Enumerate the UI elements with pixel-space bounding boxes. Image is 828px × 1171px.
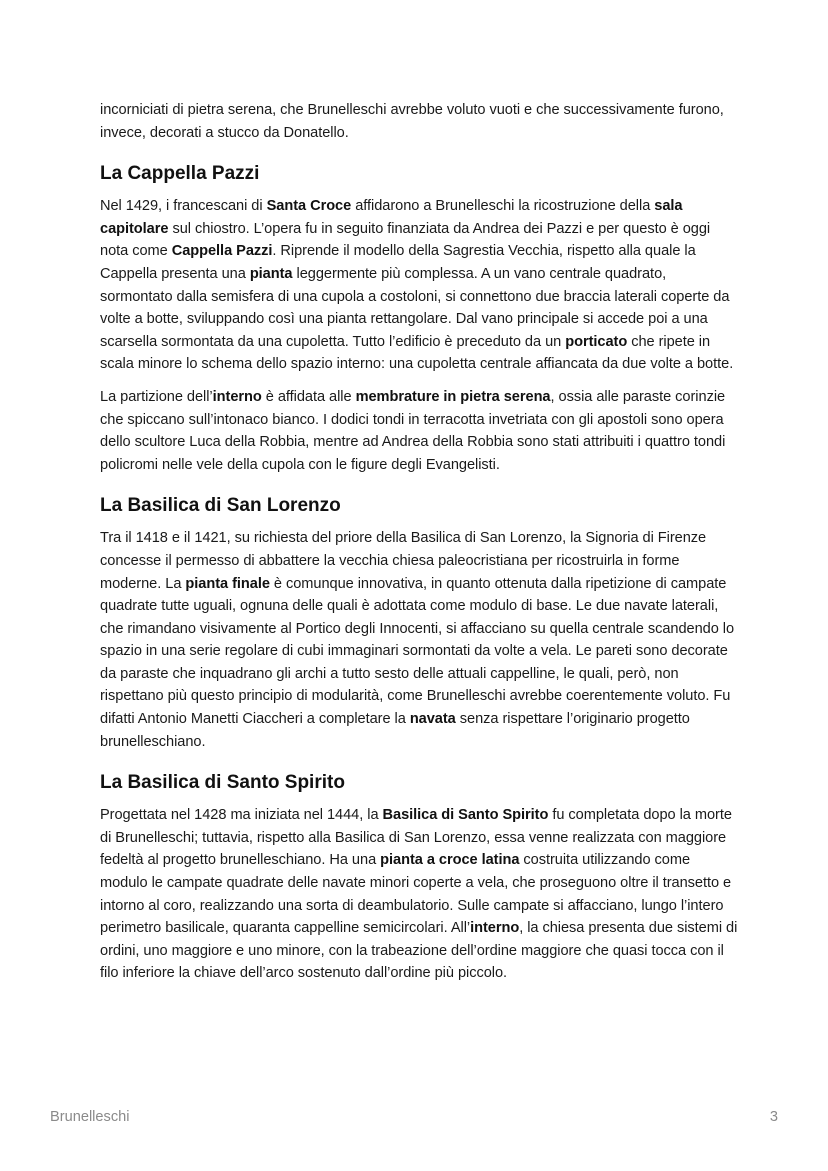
spirito-paragraph bbox=[100, 804, 740, 985]
bold-term: pianta bbox=[249, 265, 293, 282]
text-run: costruita utilizzando come modulo le campate quadrate delle navate minori coperte a vela, che proseguono oltre il transetto e intorno al coro, realizzando una sorta di deambulatorio. Sulle campate si affacciano, lungo l’intero perimetro basilicale, quaranta cappelline semicircolari. All’ bbox=[100, 852, 732, 937]
heading-basilica-san-lorenzo: La Basilica di San Lorenzo bbox=[100, 495, 341, 517]
text-run: leggermente più complessa. A un vano centrale quadrato, sormontato dalla semisfera di una cupola a costoloni, si connettono due braccia laterali coperte da volte a botte, sviluppando così una pianta rettangolare. Dal vano principale si accede poi a una scarsella sormontata da una cupoletta. Tutto l’edificio è preceduto da un bbox=[100, 265, 730, 350]
text-run: , la chiesa presenta due sistemi di ordini, uno maggiore e uno minore, con la trabeazione dell’ordine maggiore che quasi tocca con il filo inferiore la chiave dell’arco sostenuto dall’ordine più piccolo. bbox=[100, 920, 738, 982]
text-run: . Riprende il modello della Sagrestia Vecchia, rispetto alla quale la Cappella presenta una bbox=[100, 243, 696, 282]
bold-term: pianta finale bbox=[185, 575, 270, 592]
pazzi-paragraph-2 bbox=[100, 386, 740, 476]
text-run: che ripete in scala minore lo schema dello spazio interno: una cupoletta centrale affiancata da due volte a botte. bbox=[100, 333, 734, 373]
text-run: senza rispettare l’originario progetto brunelleschiano. bbox=[100, 711, 690, 750]
bold-term: pianta a croce latina bbox=[380, 852, 520, 869]
page-number: 3 bbox=[769, 1109, 778, 1125]
text-run: affidarono a Brunelleschi la ricostruzione della bbox=[351, 198, 655, 215]
bold-term: Basilica di Santo Spirito bbox=[382, 807, 549, 824]
bold-term: Cappella Pazzi bbox=[171, 243, 273, 260]
bold-term: membrature in pietra serena bbox=[355, 388, 551, 405]
heading-cappella-pazzi: La Cappella Pazzi bbox=[100, 163, 260, 185]
text-run: sul chiostro. L’opera fu in seguito finanziata da Andrea dei Pazzi e per questo è oggi nota come bbox=[100, 220, 711, 260]
pazzi-paragraph-1 bbox=[100, 195, 740, 376]
footer-title: Brunelleschi bbox=[50, 1109, 130, 1125]
text-run: Tra il 1418 e il 1421, su richiesta del priore della Basilica di San Lorenzo, la Signoria di Firenze concesse il permesso di abbattere la vecchia chiesa paleocristiana per ricostruirla in forme moderne. La bbox=[100, 530, 707, 592]
text-run: Nel 1429, i francescani di bbox=[100, 198, 267, 215]
text-run: fu completata dopo la morte di Brunelleschi; tuttavia, rispetto alla Basilica di San Lorenzo, essa venne realizzata con maggiore fedeltà al progetto brunelleschiano. Ha una bbox=[100, 807, 732, 869]
document-body bbox=[100, 99, 740, 995]
bold-term: interno bbox=[470, 920, 520, 937]
heading-basilica-santo-spirito: La Basilica di Santo Spirito bbox=[100, 772, 345, 794]
bold-term: Santa Croce bbox=[266, 198, 352, 215]
bold-term: sala capitolare bbox=[100, 198, 683, 237]
bold-term: navata bbox=[409, 711, 456, 728]
intro-text: incorniciati di pietra serena, che Brunelleschi avrebbe voluto vuoti e che successivamente furono, invece, decorati a stucco da Donatello. bbox=[100, 102, 724, 141]
text-run: è affidata alle bbox=[261, 388, 356, 405]
bold-term: interno bbox=[212, 388, 262, 405]
text-run: La partizione dell’ bbox=[100, 388, 213, 405]
intro-paragraph bbox=[100, 99, 740, 144]
bold-term: porticato bbox=[565, 333, 628, 350]
text-run: Progettata nel 1428 ma iniziata nel 1444, la bbox=[100, 807, 383, 824]
text-run: è comunque innovativa, in quanto ottenuta dalla ripetizione di campate quadrate tutte uguali, ognuna delle quali è adottata come modulo di base. Le due navate laterali, che rimandano visivamente al Portico degli Innocenti, si affacciano su quella centrale scandendo lo spazio in una serie regolare di cubi immaginari sormontati da volte a vela. Le pareti sono decorate da paraste che inquadrano gli archi a tutto sesto delle attuali cappelline, le quali, però, non rispettano più questo principio di modularità, come Brunelleschi avrebbe coerentemente voluto. Fu difatti Antonio Manetti Ciaccheri a completare la bbox=[100, 575, 735, 728]
lorenzo-paragraph bbox=[100, 527, 740, 753]
text-run: , ossia alle paraste corinzie che spiccano sull’intonaco bianco. I dodici tondi in terracotta invetriata con gli apostoli sono opera dello scultore Luca della Robbia, mentre ad Andrea della Robbia sono stati attribuiti i quattro tondi policromi nelle vele della cupola con le figure degli Evangelisti. bbox=[100, 388, 726, 473]
